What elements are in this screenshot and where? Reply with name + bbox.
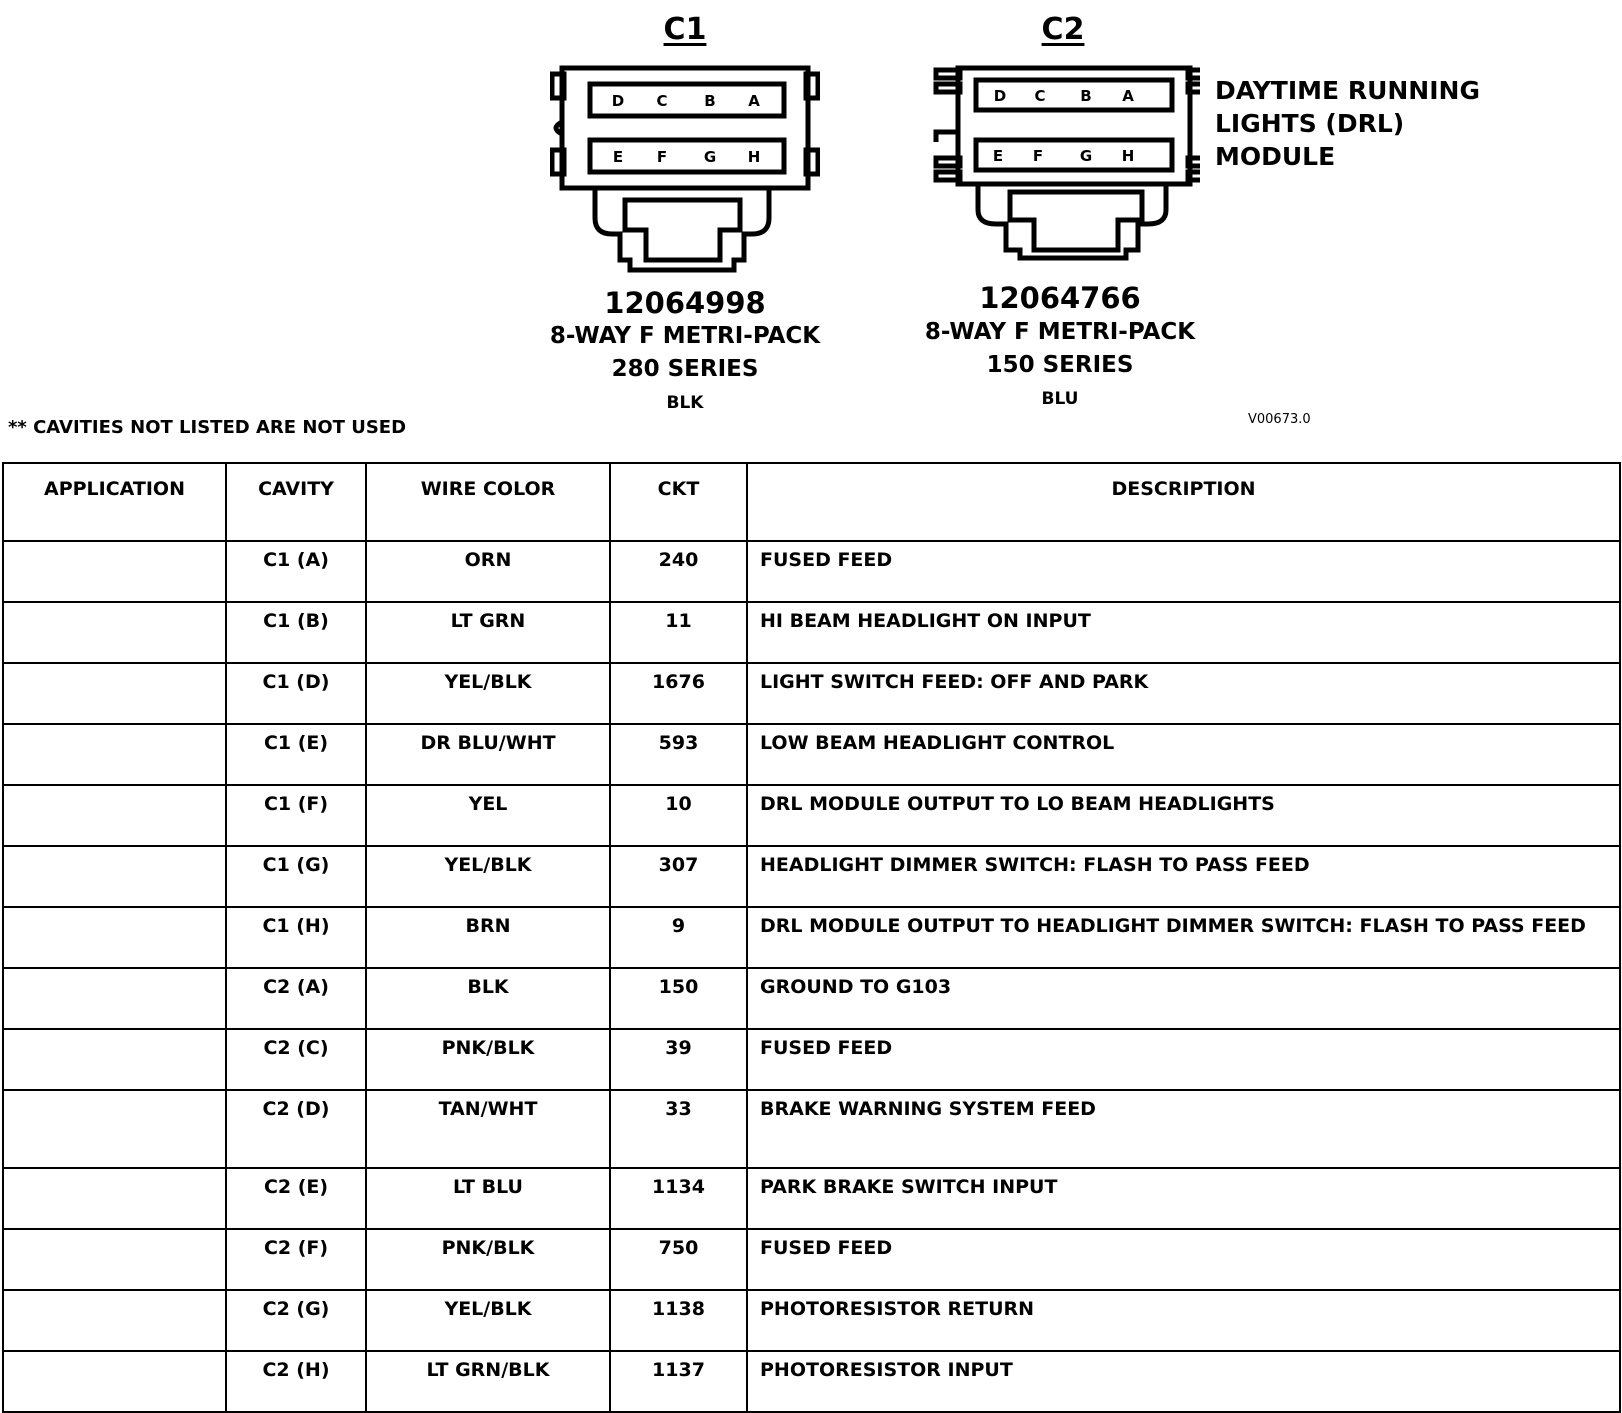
c2-cavity-e: E xyxy=(992,147,1004,165)
description-cell: LOW BEAM HEADLIGHT CONTROL xyxy=(747,724,1620,785)
table-header-row xyxy=(3,463,1620,541)
table-row xyxy=(3,1168,1620,1229)
cavity-cell: C2 (D) xyxy=(226,1090,366,1168)
c2-cavity-g: G xyxy=(1079,147,1093,165)
ckt-cell: 1138 xyxy=(610,1290,747,1351)
wire-color-cell: LT GRN xyxy=(366,602,610,663)
c1-cavity-c: C xyxy=(656,92,668,110)
ckt-cell: 593 xyxy=(610,724,747,785)
c1-bottom-cavity-labels xyxy=(613,148,760,166)
table-row xyxy=(3,1090,1620,1168)
application-cell xyxy=(3,663,226,724)
cavity-cell: C1 (A) xyxy=(226,541,366,602)
c1-cavity-b: B xyxy=(704,92,716,110)
wire-color-cell: BRN xyxy=(366,907,610,968)
module-label-line3: MODULE xyxy=(1215,142,1336,171)
cavity-cell: C2 (G) xyxy=(226,1290,366,1351)
ckt-cell: 750 xyxy=(610,1229,747,1290)
ckt-cell: 1676 xyxy=(610,663,747,724)
table-row xyxy=(3,663,1620,724)
cavity-cell: C1 (H) xyxy=(226,907,366,968)
c1-description-line1: 8-WAY F METRI-PACK xyxy=(549,323,821,349)
table-row xyxy=(3,1290,1620,1351)
reference-code: V00673.0 xyxy=(1248,412,1311,427)
description-cell: BRAKE WARNING SYSTEM FEED xyxy=(747,1090,1620,1168)
header-ckt: CKT xyxy=(610,463,747,541)
description-cell: PHOTORESISTOR INPUT xyxy=(747,1351,1620,1412)
wire-color-cell: YEL/BLK xyxy=(366,663,610,724)
application-cell xyxy=(3,785,226,846)
ckt-cell: 307 xyxy=(610,846,747,907)
description-cell: HI BEAM HEADLIGHT ON INPUT xyxy=(747,602,1620,663)
c1-connector-drawing xyxy=(550,60,820,285)
wire-color-cell: BLK xyxy=(366,968,610,1029)
cavity-cell: C2 (H) xyxy=(226,1351,366,1412)
header-wire-color: WIRE COLOR xyxy=(366,463,610,541)
wire-color-cell: LT GRN/BLK xyxy=(366,1351,610,1412)
wire-color-cell: YEL/BLK xyxy=(366,1290,610,1351)
table-row xyxy=(3,1351,1620,1412)
c1-part-number: 12064998 xyxy=(604,286,766,320)
cavity-cell: C2 (A) xyxy=(226,968,366,1029)
wire-color-cell: ORN xyxy=(366,541,610,602)
wire-color-cell: PNK/BLK xyxy=(366,1029,610,1090)
table-row xyxy=(3,602,1620,663)
c2-bottom-cavity-labels xyxy=(993,147,1134,165)
ckt-cell: 39 xyxy=(610,1029,747,1090)
table-row xyxy=(3,907,1620,968)
ckt-cell: 240 xyxy=(610,541,747,602)
header-application: APPLICATION xyxy=(3,463,226,541)
application-cell xyxy=(3,907,226,968)
wire-color-cell: TAN/WHT xyxy=(366,1090,610,1168)
c2-cavity-c: C xyxy=(1034,87,1046,105)
c2-color: BLU xyxy=(1041,389,1079,409)
c1-color: BLK xyxy=(666,393,704,413)
cavity-cell: C2 (F) xyxy=(226,1229,366,1290)
c1-cavity-f: F xyxy=(656,148,668,166)
module-label-line1: DAYTIME RUNNING xyxy=(1215,76,1480,105)
cavity-cell: C1 (D) xyxy=(226,663,366,724)
c2-part-number: 12064766 xyxy=(979,281,1141,315)
application-cell xyxy=(3,541,226,602)
ckt-cell: 1137 xyxy=(610,1351,747,1412)
ckt-cell: 1134 xyxy=(610,1168,747,1229)
wire-color-cell: LT BLU xyxy=(366,1168,610,1229)
c2-top-cavity-labels xyxy=(994,87,1134,105)
table-row xyxy=(3,1029,1620,1090)
application-cell xyxy=(3,1229,226,1290)
module-label xyxy=(1215,74,1515,173)
description-cell: FUSED FEED xyxy=(747,1029,1620,1090)
application-cell xyxy=(3,1090,226,1168)
application-cell xyxy=(3,602,226,663)
c1-top-cavity-labels xyxy=(612,92,760,110)
c1-cavity-e: E xyxy=(612,148,624,166)
application-cell xyxy=(3,724,226,785)
c2-cavity-b: B xyxy=(1080,87,1092,105)
c1-title: C1 xyxy=(663,12,707,47)
application-cell xyxy=(3,1168,226,1229)
ckt-cell: 11 xyxy=(610,602,747,663)
c2-cavity-f: F xyxy=(1032,147,1044,165)
ckt-cell: 9 xyxy=(610,907,747,968)
c2-cavity-h: H xyxy=(1121,147,1135,165)
c1-cavity-d: D xyxy=(611,92,625,110)
description-cell: PARK BRAKE SWITCH INPUT xyxy=(747,1168,1620,1229)
c1-cavity-g: G xyxy=(703,148,717,166)
application-cell xyxy=(3,968,226,1029)
description-cell: DRL MODULE OUTPUT TO HEADLIGHT DIMMER SWITCH: FLASH TO PASS FEED xyxy=(747,907,1620,968)
c2-description-line1: 8-WAY F METRI-PACK xyxy=(924,319,1196,345)
table-row xyxy=(3,1229,1620,1290)
ckt-cell: 33 xyxy=(610,1090,747,1168)
c1-description-line2: 280 SERIES xyxy=(611,356,759,382)
table-row xyxy=(3,724,1620,785)
application-cell xyxy=(3,1351,226,1412)
description-cell: FUSED FEED xyxy=(747,1229,1620,1290)
pinout-table xyxy=(2,462,1621,1413)
module-label-line2: LIGHTS (DRL) xyxy=(1215,109,1405,138)
c2-description-line2: 150 SERIES xyxy=(986,352,1134,378)
description-cell: LIGHT SWITCH FEED: OFF AND PARK xyxy=(747,663,1620,724)
cavity-cell: C1 (E) xyxy=(226,724,366,785)
c2-cavity-d: D xyxy=(993,87,1007,105)
cavity-cell: C1 (G) xyxy=(226,846,366,907)
table-row xyxy=(3,785,1620,846)
description-cell: DRL MODULE OUTPUT TO LO BEAM HEADLIGHTS xyxy=(747,785,1620,846)
table-row xyxy=(3,541,1620,602)
cavity-cell: C1 (B) xyxy=(226,602,366,663)
wire-color-cell: DR BLU/WHT xyxy=(366,724,610,785)
table-row xyxy=(3,846,1620,907)
wire-color-cell: PNK/BLK xyxy=(366,1229,610,1290)
c2-cavity-a: A xyxy=(1122,87,1134,105)
description-cell: HEADLIGHT DIMMER SWITCH: FLASH TO PASS FEED xyxy=(747,846,1620,907)
header-description: DESCRIPTION xyxy=(747,463,1620,541)
application-cell xyxy=(3,1290,226,1351)
ckt-cell: 150 xyxy=(610,968,747,1029)
cavity-cell: C2 (E) xyxy=(226,1168,366,1229)
description-cell: GROUND TO G103 xyxy=(747,968,1620,1029)
c1-cavity-h: H xyxy=(747,148,761,166)
description-cell: FUSED FEED xyxy=(747,541,1620,602)
application-cell xyxy=(3,846,226,907)
c2-title: C2 xyxy=(1041,12,1085,47)
c2-connector-drawing xyxy=(930,60,1200,270)
description-cell: PHOTORESISTOR RETURN xyxy=(747,1290,1620,1351)
header-cavity: CAVITY xyxy=(226,463,366,541)
unused-cavities-note: ** CAVITIES NOT LISTED ARE NOT USED xyxy=(8,417,407,438)
c1-cavity-a: A xyxy=(748,92,760,110)
ckt-cell: 10 xyxy=(610,785,747,846)
cavity-cell: C2 (C) xyxy=(226,1029,366,1090)
application-cell xyxy=(3,1029,226,1090)
cavity-cell: C1 (F) xyxy=(226,785,366,846)
table-row xyxy=(3,968,1620,1029)
wire-color-cell: YEL/BLK xyxy=(366,846,610,907)
wire-color-cell: YEL xyxy=(366,785,610,846)
